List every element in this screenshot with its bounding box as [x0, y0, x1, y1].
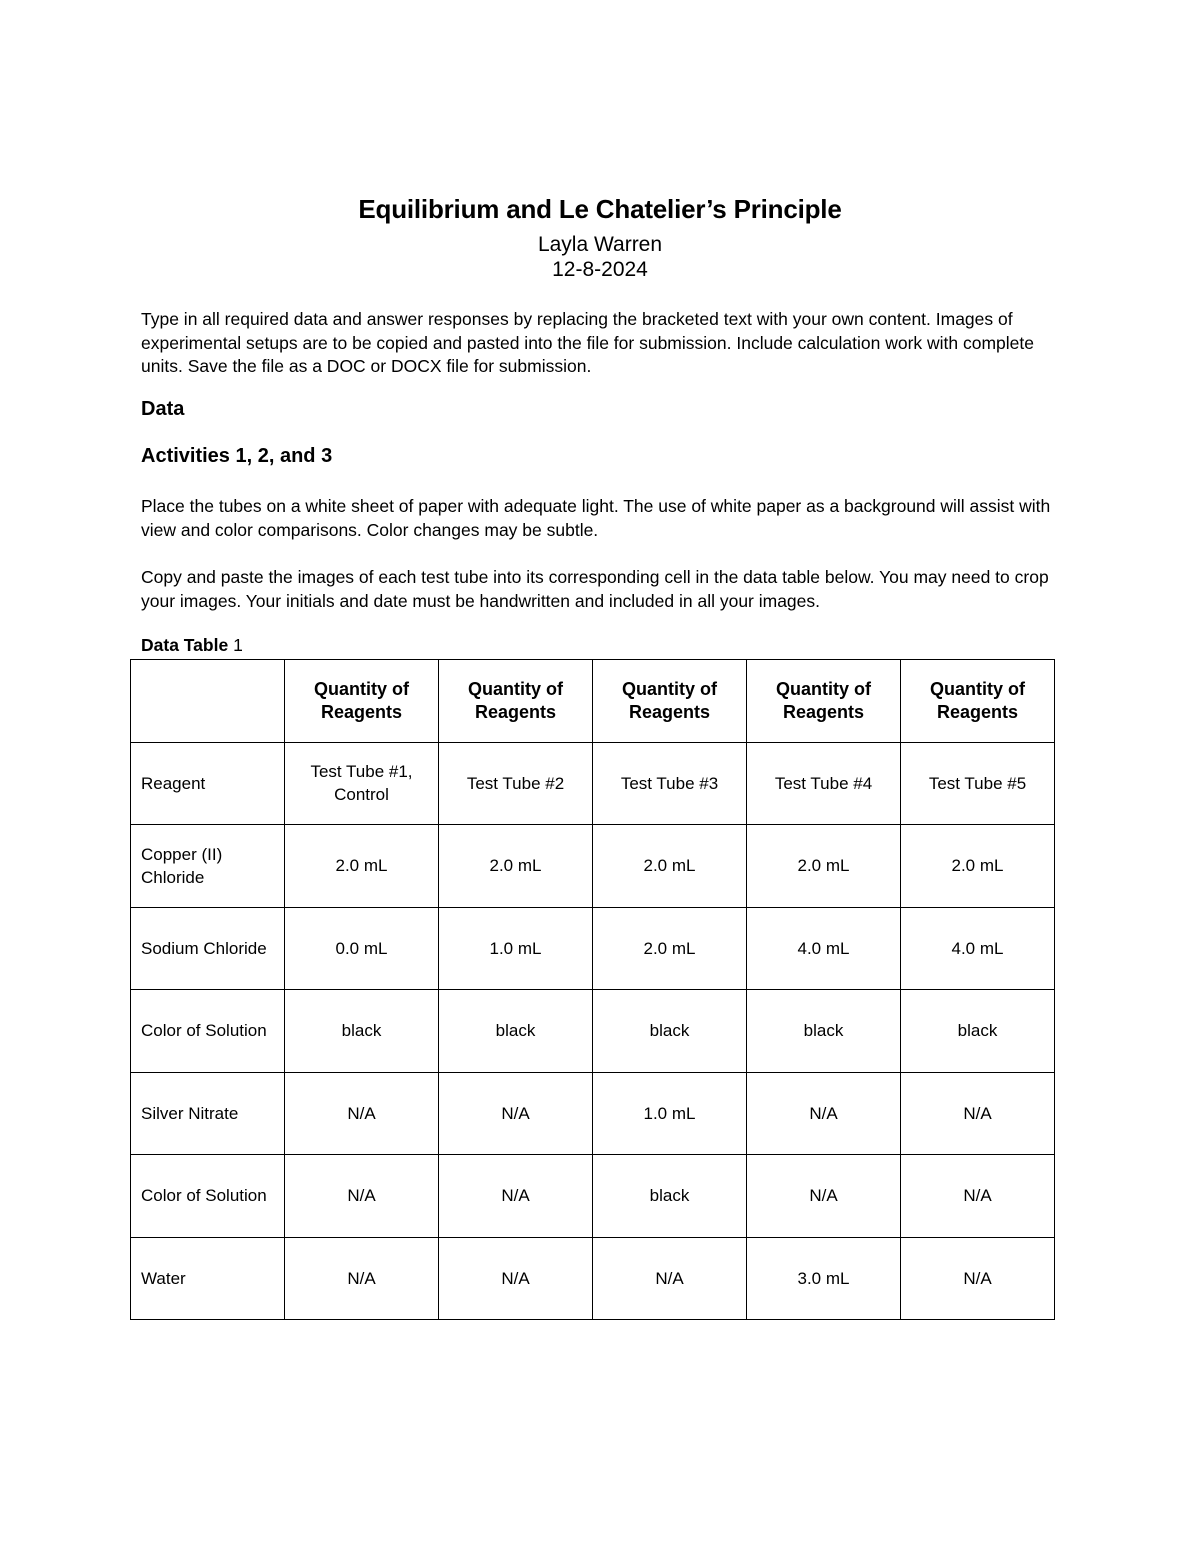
table-cell: black	[593, 1155, 747, 1238]
row-label: Sodium Chloride	[131, 907, 285, 990]
table-row	[131, 1155, 1055, 1238]
row-label: Copper (II) Chloride	[131, 825, 285, 908]
table-cell: 2.0 mL	[593, 825, 747, 908]
table-cell: N/A	[439, 1237, 593, 1320]
table-caption-number: 1	[233, 635, 243, 655]
table-cell: N/A	[439, 1072, 593, 1155]
instructions-paragraph: Type in all required data and answer responses by replacing the bracketed text with your own content. Images of experimental setups are to be copied and pasted into the file for submission. Include calculation work with complete units. Save the file as a DOC or DOCX file for submission.	[141, 309, 1034, 376]
table-cell: N/A	[285, 1155, 439, 1238]
table-cell: N/A	[901, 1155, 1055, 1238]
table-cell: N/A	[901, 1237, 1055, 1320]
table-cell: black	[593, 990, 747, 1073]
table-cell: 2.0 mL	[747, 825, 901, 908]
table-header-cell: Quantity of Reagents	[593, 660, 747, 743]
row-label: Reagent	[131, 742, 285, 825]
table-cell: 2.0 mL	[593, 907, 747, 990]
paragraph-placement: Place the tubes on a white sheet of paper with adequate light. The use of white paper as a background will assist with view and color comparisons. Color changes may be subtle.	[141, 496, 1051, 540]
table-header-cell: Quantity of Reagents	[901, 660, 1055, 743]
table-row	[131, 1237, 1055, 1320]
table-row	[131, 907, 1055, 990]
table-cell: 0.0 mL	[285, 907, 439, 990]
table-cell: black	[285, 990, 439, 1073]
table-cell: Test Tube #5	[901, 742, 1055, 825]
table-cell: black	[747, 990, 901, 1073]
table-row	[131, 1072, 1055, 1155]
table-cell: black	[439, 990, 593, 1073]
table-cell: 2.0 mL	[439, 825, 593, 908]
table-cell: 4.0 mL	[901, 907, 1055, 990]
table-cell: Test Tube #4	[747, 742, 901, 825]
row-label: Color of Solution	[131, 1155, 285, 1238]
table-cell: black	[901, 990, 1055, 1073]
table-header-cell	[131, 660, 285, 743]
subsection-heading-activities: Activities 1, 2, and 3	[141, 445, 333, 467]
paragraph-copy-images: Copy and paste the images of each test tube into its corresponding cell in the data table below. You may need to crop your images. Your initials and date must be handwritten and included in all your images.	[141, 567, 1049, 611]
table-cell: N/A	[747, 1155, 901, 1238]
table-caption	[141, 635, 243, 656]
table-header-cell: Quantity of Reagents	[285, 660, 439, 743]
document-date: 12-8-2024	[552, 258, 648, 281]
table-cell: 3.0 mL	[747, 1237, 901, 1320]
table-header-cell: Quantity of Reagents	[747, 660, 901, 743]
table-cell: N/A	[439, 1155, 593, 1238]
table-cell: N/A	[285, 1072, 439, 1155]
table-cell: N/A	[285, 1237, 439, 1320]
row-label: Water	[131, 1237, 285, 1320]
table-cell: Test Tube #2	[439, 742, 593, 825]
author-name: Layla Warren	[537, 233, 663, 256]
row-label: Color of Solution	[131, 990, 285, 1073]
table-cell: N/A	[747, 1072, 901, 1155]
table-cell: N/A	[901, 1072, 1055, 1155]
document-title: Equilibrium and Le Chatelier’s Principle	[358, 194, 842, 224]
table-cell: 2.0 mL	[285, 825, 439, 908]
table-row	[131, 990, 1055, 1073]
table-cell: Test Tube #3	[593, 742, 747, 825]
table-cell: 1.0 mL	[439, 907, 593, 990]
data-table-1	[130, 659, 1055, 1320]
section-heading-data: Data	[141, 398, 185, 420]
table-cell: Test Tube #1, Control	[285, 742, 439, 825]
table-cell: N/A	[593, 1237, 747, 1320]
row-label: Silver Nitrate	[131, 1072, 285, 1155]
table-row	[131, 742, 1055, 825]
table-header-row	[131, 660, 1055, 743]
table-cell: 1.0 mL	[593, 1072, 747, 1155]
table-cell: 2.0 mL	[901, 825, 1055, 908]
table-row	[131, 825, 1055, 908]
table-caption-label: Data Table	[141, 635, 229, 655]
table-cell: 4.0 mL	[747, 907, 901, 990]
table-header-cell: Quantity of Reagents	[439, 660, 593, 743]
